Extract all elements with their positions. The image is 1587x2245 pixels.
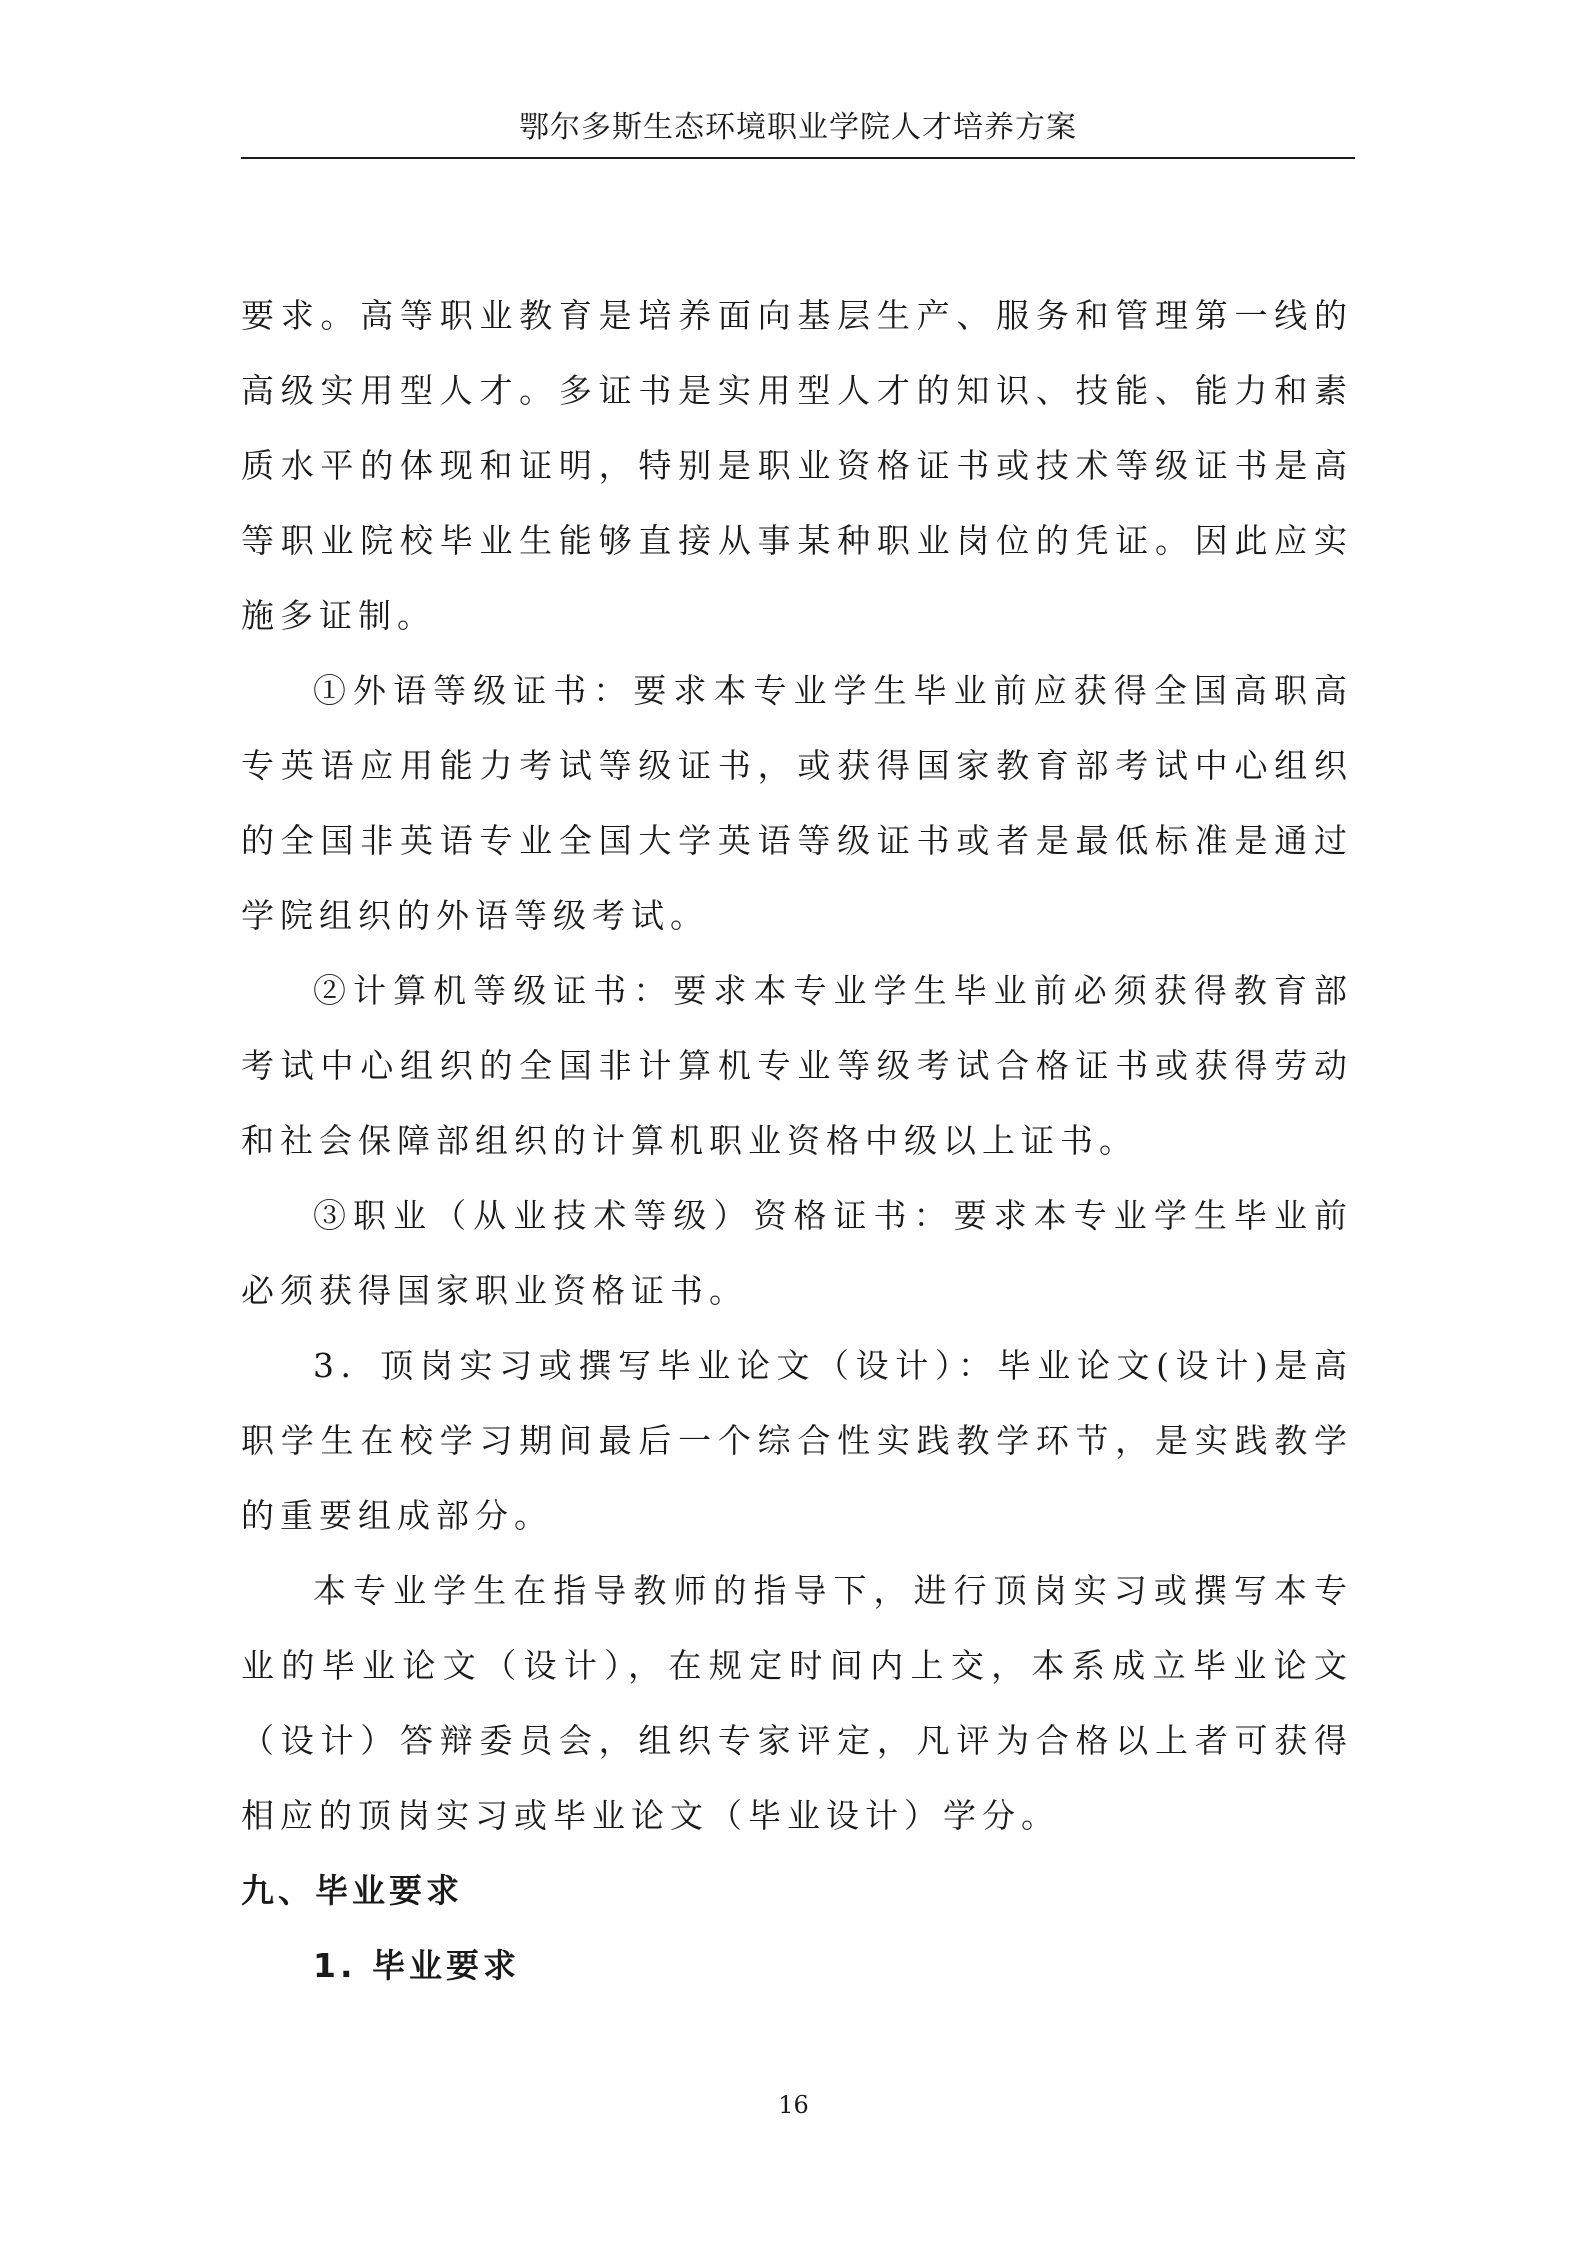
body-paragraph-thesis-defense: 本专业学生在指导教师的指导下，进行顶岗实习或撰写本专业的毕业论文（设计），在规定时间内上交，本系成立毕业论文（设计）答辩委员会，组织专家评定，凡评为合格以上者可获得相应的顶岗实习或毕业论文（毕业设计）学分。 [241,1571,1353,1835]
body-paragraph-foreign-language-cert: ①外语等级证书：要求本专业学生毕业前应获得全国高职高专英语应用能力考试等级证书，或获得国家教育部考试中心组织的全国非英语专业全国大学英语等级证书或者是最低标准是通过学院组织的外语等级考试。 [241,671,1353,935]
running-header-title: 鄂尔多斯生态环境职业学院人才培养方案 [519,110,1077,145]
body-paragraph-continuation: 要求。高等职业教育是培养面向基层生产、服务和管理第一线的高级实用型人才。多证书是实用型人才的知识、技能、能力和素质水平的体现和证明，特别是职业资格证书或技术等级证书是高等职业院校毕业生能够直接从事某种职业岗位的凭证。因此应实施多证制。 [241,296,1353,635]
page-number: 16 [778,2091,809,2119]
subsection-heading: 1. 毕业要求 [313,1946,520,1985]
body-paragraph-computer-cert: ②计算机等级证书：要求本专业学生毕业前必须获得教育部考试中心组织的全国非计算机专业等级考试合格证书或获得劳动和社会保障部组织的计算机职业资格中级以上证书。 [241,971,1353,1160]
body-paragraph-vocational-cert: ③职业（从业技术等级）资格证书：要求本专业学生毕业前必须获得国家职业资格证书。 [241,1196,1353,1310]
body-paragraph-internship-thesis: 3．顶岗实习或撰写毕业论文（设计）：毕业论文(设计)是高职学生在校学习期间最后一个综合性实践教学环节，是实践教学的重要组成部分。 [241,1346,1353,1535]
section-heading: 九、毕业要求 [241,1871,463,1910]
header-divider [241,157,1355,159]
page-body [241,278,1353,2003]
